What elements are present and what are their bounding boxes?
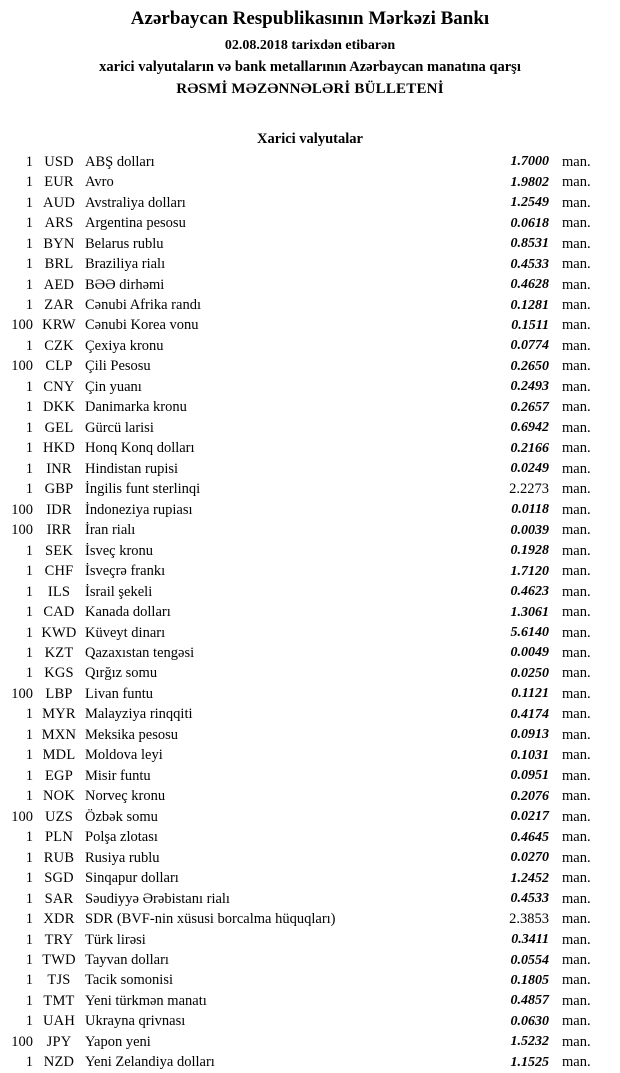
unit-cell: man. xyxy=(562,174,591,191)
currency-name-cell: Çili Pesosu xyxy=(85,358,151,375)
quantity-cell: 1 xyxy=(25,440,33,457)
quantity-cell: 1 xyxy=(25,849,33,866)
quantity-cell: 1 xyxy=(25,563,33,580)
currency-name-cell: Tayvan dolları xyxy=(85,952,169,969)
rate-row xyxy=(0,500,620,520)
rate-value-cell: 0.0774 xyxy=(510,338,549,354)
currency-code-cell: KZT xyxy=(44,644,74,661)
unit-cell: man. xyxy=(562,378,591,395)
currency-code-cell: INR xyxy=(46,460,72,477)
exchange-rates-table xyxy=(0,152,620,1073)
currency-code-cell: HKD xyxy=(42,440,75,457)
unit-cell: man. xyxy=(562,1054,591,1071)
currency-name-cell: Avstraliya dolları xyxy=(85,194,186,211)
currency-name-cell: BƏƏ dirhəmi xyxy=(85,276,165,293)
currency-code-cell: SAR xyxy=(44,890,74,907)
unit-cell: man. xyxy=(562,153,591,170)
rate-value-cell: 0.2166 xyxy=(510,440,549,456)
currency-code-cell: NZD xyxy=(43,1054,75,1071)
rate-value-cell: 0.4628 xyxy=(510,277,549,293)
quantity-cell: 1 xyxy=(25,829,33,846)
quantity-cell: 1 xyxy=(25,952,33,969)
currency-code-cell: ARS xyxy=(44,215,74,232)
quantity-cell: 100 xyxy=(11,501,33,518)
rate-row xyxy=(0,480,620,500)
rate-row xyxy=(0,172,620,192)
currency-name-cell: Sinqapur dolları xyxy=(85,870,179,887)
currency-code-cell: SGD xyxy=(44,870,74,887)
unit-cell: man. xyxy=(562,215,591,232)
rate-row xyxy=(0,766,620,786)
currency-code-cell: AED xyxy=(43,276,75,293)
currency-code-cell: TWD xyxy=(42,952,76,969)
unit-cell: man. xyxy=(562,563,591,580)
rate-value-cell: 0.1511 xyxy=(511,317,549,333)
unit-cell: man. xyxy=(562,665,591,682)
bulletin-header xyxy=(0,0,620,99)
quantity-cell: 1 xyxy=(25,215,33,232)
rate-value-cell: 0.4533 xyxy=(510,891,549,907)
rate-value-cell: 0.0249 xyxy=(510,461,549,477)
currency-code-cell: CZK xyxy=(44,337,74,354)
rate-row xyxy=(0,213,620,233)
rate-row xyxy=(0,623,620,643)
quantity-cell: 1 xyxy=(25,583,33,600)
unit-cell: man. xyxy=(562,481,591,498)
rate-row xyxy=(0,398,620,418)
quantity-cell: 1 xyxy=(25,992,33,1009)
currency-name-cell: SDR (BVF-nin xüsusi borcalma hüquqları) xyxy=(85,911,336,928)
currency-code-cell: EUR xyxy=(44,174,74,191)
rate-row xyxy=(0,234,620,254)
rate-row xyxy=(0,909,620,929)
currency-name-cell: İsveçrə frankı xyxy=(85,563,166,580)
currency-name-cell: Braziliya rialı xyxy=(85,256,166,273)
rate-row xyxy=(0,991,620,1011)
unit-cell: man. xyxy=(562,788,591,805)
currency-code-cell: DKK xyxy=(42,399,75,416)
currency-name-cell: Honq Konq dolları xyxy=(85,440,195,457)
rate-row xyxy=(0,725,620,745)
unit-cell: man. xyxy=(562,808,591,825)
rate-row xyxy=(0,889,620,909)
rate-value-cell: 1.2549 xyxy=(510,195,549,211)
quantity-cell: 1 xyxy=(25,644,33,661)
rate-row xyxy=(0,971,620,991)
currency-name-cell: Danimarka kronu xyxy=(85,399,187,416)
currency-code-cell: UAH xyxy=(42,1013,75,1030)
currency-code-cell: PLN xyxy=(45,829,73,846)
unit-cell: man. xyxy=(562,276,591,293)
currency-name-cell: Moldova leyi xyxy=(85,747,163,764)
quantity-cell: 100 xyxy=(11,808,33,825)
rate-value-cell: 0.2657 xyxy=(510,399,549,415)
unit-cell: man. xyxy=(562,399,591,416)
rate-value-cell: 0.4174 xyxy=(510,706,549,722)
quantity-cell: 1 xyxy=(25,747,33,764)
rate-row xyxy=(0,295,620,315)
rate-row xyxy=(0,868,620,888)
unit-cell: man. xyxy=(562,624,591,641)
unit-cell: man. xyxy=(562,644,591,661)
quantity-cell: 1 xyxy=(25,624,33,641)
currency-name-cell: Livan funtu xyxy=(85,685,154,702)
unit-cell: man. xyxy=(562,604,591,621)
rate-value-cell: 0.0250 xyxy=(510,665,549,681)
rate-value-cell: 1.2452 xyxy=(510,870,549,886)
rate-row xyxy=(0,439,620,459)
currency-name-cell: Qırğız somu xyxy=(85,665,158,682)
rate-value-cell: 0.4645 xyxy=(510,829,549,845)
currency-name-cell: İsveç kronu xyxy=(85,542,154,559)
currency-code-cell: TRY xyxy=(44,931,74,948)
currency-code-cell: KGS xyxy=(44,665,74,682)
currency-code-cell: SEK xyxy=(45,542,73,559)
rate-value-cell: 0.2076 xyxy=(510,788,549,804)
currency-code-cell: MYR xyxy=(42,706,76,723)
unit-cell: man. xyxy=(562,870,591,887)
rate-row xyxy=(0,561,620,581)
currency-name-cell: Norveç kronu xyxy=(85,788,166,805)
unit-cell: man. xyxy=(562,358,591,375)
currency-name-cell: Kanada dolları xyxy=(85,604,171,621)
rate-row xyxy=(0,1032,620,1052)
currency-name-cell: Qazaxıstan tengəsi xyxy=(85,644,195,661)
currency-name-cell: Hindistan rupisi xyxy=(85,460,179,477)
quantity-cell: 1 xyxy=(25,174,33,191)
unit-cell: man. xyxy=(562,849,591,866)
quantity-cell: 1 xyxy=(25,706,33,723)
rate-row xyxy=(0,643,620,663)
quantity-cell: 1 xyxy=(25,460,33,477)
rate-value-cell: 0.0039 xyxy=(510,522,549,538)
rate-row xyxy=(0,193,620,213)
rate-row xyxy=(0,705,620,725)
rate-value-cell: 1.3061 xyxy=(510,604,549,620)
rate-value-cell: 0.1928 xyxy=(510,543,549,559)
rate-row xyxy=(0,664,620,684)
currency-name-cell: Meksika pesosu xyxy=(85,726,179,743)
currency-code-cell: GBP xyxy=(44,481,74,498)
quantity-cell: 1 xyxy=(25,153,33,170)
currency-code-cell: UZS xyxy=(45,808,73,825)
unit-cell: man. xyxy=(562,685,591,702)
quantity-cell: 1 xyxy=(25,911,33,928)
quantity-cell: 1 xyxy=(25,767,33,784)
rate-value-cell: 0.1805 xyxy=(510,972,549,988)
currency-name-cell: Çin yuanı xyxy=(85,378,142,395)
currency-name-cell: Avro xyxy=(85,174,114,191)
unit-cell: man. xyxy=(562,194,591,211)
currency-code-cell: NOK xyxy=(42,788,75,805)
quantity-cell: 1 xyxy=(25,972,33,989)
rate-value-cell: 0.0913 xyxy=(510,727,549,743)
unit-cell: man. xyxy=(562,1013,591,1030)
effective-date-line: 02.08.2018 tarixdən etibarən xyxy=(224,38,396,53)
unit-cell: man. xyxy=(562,235,591,252)
rate-row xyxy=(0,807,620,827)
rate-row xyxy=(0,746,620,766)
quantity-cell: 1 xyxy=(25,276,33,293)
rate-row xyxy=(0,357,620,377)
quantity-cell: 1 xyxy=(25,481,33,498)
unit-cell: man. xyxy=(562,522,591,539)
unit-cell: man. xyxy=(562,542,591,559)
rate-row xyxy=(0,684,620,704)
rate-row xyxy=(0,254,620,274)
currency-name-cell: İngilis funt sterlinqi xyxy=(85,481,201,498)
unit-cell: man. xyxy=(562,583,591,600)
unit-cell: man. xyxy=(562,726,591,743)
currency-code-cell: CHF xyxy=(44,563,74,580)
currency-code-cell: CNY xyxy=(43,378,75,395)
rate-value-cell: 0.8531 xyxy=(510,236,549,252)
currency-name-cell: Özbək somu xyxy=(85,808,158,825)
currency-name-cell: ABŞ dolları xyxy=(85,153,155,170)
unit-cell: man. xyxy=(562,890,591,907)
unit-cell: man. xyxy=(562,952,591,969)
currency-code-cell: KWD xyxy=(41,624,77,641)
quantity-cell: 1 xyxy=(25,870,33,887)
currency-code-cell: CLP xyxy=(45,358,73,375)
rate-row xyxy=(0,541,620,561)
rate-row xyxy=(0,582,620,602)
section-title: Xarici valyutalar xyxy=(257,131,363,147)
currency-code-cell: ZAR xyxy=(44,297,74,314)
rate-row xyxy=(0,459,620,479)
rate-value-cell: 2.2273 xyxy=(509,481,549,498)
currency-code-cell: TJS xyxy=(47,972,71,989)
currency-code-cell: KRW xyxy=(42,317,76,334)
quantity-cell: 1 xyxy=(25,378,33,395)
currency-name-cell: Misir funtu xyxy=(85,767,151,784)
currency-code-cell: MXN xyxy=(41,726,77,743)
currency-code-cell: GEL xyxy=(44,419,74,436)
rate-value-cell: 0.2650 xyxy=(510,358,549,374)
rate-value-cell: 0.0217 xyxy=(510,809,549,825)
rate-row xyxy=(0,950,620,970)
rate-value-cell: 1.5232 xyxy=(510,1034,549,1050)
rate-row xyxy=(0,336,620,356)
currency-code-cell: RUB xyxy=(43,849,75,866)
rate-row xyxy=(0,827,620,847)
quantity-cell: 1 xyxy=(25,788,33,805)
currency-name-cell: Yapon yeni xyxy=(85,1033,151,1050)
rate-value-cell: 0.0049 xyxy=(510,645,549,661)
currency-name-cell: Tacik somonisi xyxy=(85,972,173,989)
rate-row xyxy=(0,275,620,295)
currency-name-cell: Polşa zlotası xyxy=(85,829,158,846)
currency-name-cell: Cənubi Korea vonu xyxy=(85,317,199,334)
rate-row xyxy=(0,602,620,622)
currency-name-cell: İran rialı xyxy=(85,522,136,539)
currency-name-cell: Türk lirəsi xyxy=(85,931,146,948)
unit-cell: man. xyxy=(562,992,591,1009)
rate-row xyxy=(0,848,620,868)
rate-value-cell: 0.1281 xyxy=(510,297,549,313)
unit-cell: man. xyxy=(562,972,591,989)
rate-value-cell: 1.7000 xyxy=(510,154,549,170)
rate-value-cell: 0.0118 xyxy=(511,502,549,518)
rate-row xyxy=(0,930,620,950)
rate-value-cell: 1.1525 xyxy=(510,1054,549,1070)
quantity-cell: 1 xyxy=(25,726,33,743)
rate-row xyxy=(0,520,620,540)
bank-title: Azərbaycan Respublikasının Mərkəzi Bankı xyxy=(130,8,490,29)
rate-value-cell: 0.3411 xyxy=(511,932,549,948)
rate-value-cell: 0.4857 xyxy=(510,993,549,1009)
unit-cell: man. xyxy=(562,297,591,314)
currency-name-cell: Gürcü larisi xyxy=(85,419,154,436)
currency-code-cell: USD xyxy=(44,153,74,170)
unit-cell: man. xyxy=(562,460,591,477)
currency-name-cell: Çexiya kronu xyxy=(85,337,164,354)
unit-cell: man. xyxy=(562,829,591,846)
rate-value-cell: 0.4533 xyxy=(510,256,549,272)
currency-name-cell: Səudiyyə Ərəbistanı rialı xyxy=(85,890,230,907)
rate-value-cell: 0.0951 xyxy=(510,768,549,784)
unit-cell: man. xyxy=(562,317,591,334)
currency-name-cell: Argentina pesosu xyxy=(85,215,186,232)
quantity-cell: 1 xyxy=(25,1054,33,1071)
currency-code-cell: AUD xyxy=(42,194,75,211)
currency-name-cell: Cənubi Afrika randı xyxy=(85,297,201,314)
currency-code-cell: MDL xyxy=(42,747,76,764)
unit-cell: man. xyxy=(562,747,591,764)
rate-value-cell: 0.1121 xyxy=(511,686,549,702)
quantity-cell: 100 xyxy=(11,685,33,702)
rate-row xyxy=(0,418,620,438)
rate-value-cell: 0.1031 xyxy=(510,747,549,763)
quantity-cell: 1 xyxy=(25,419,33,436)
currency-name-cell: Belarus rublu xyxy=(85,235,164,252)
quantity-cell: 100 xyxy=(11,1033,33,1050)
rate-value-cell: 0.6942 xyxy=(510,420,549,436)
unit-cell: man. xyxy=(562,1033,591,1050)
currency-code-cell: TMT xyxy=(43,992,75,1009)
rate-value-cell: 0.4623 xyxy=(510,584,549,600)
quantity-cell: 1 xyxy=(25,665,33,682)
currency-code-cell: BRL xyxy=(44,256,74,273)
currency-code-cell: BYN xyxy=(43,235,75,252)
unit-cell: man. xyxy=(562,419,591,436)
quantity-cell: 1 xyxy=(25,890,33,907)
bulletin-title: RƏSMİ MƏZƏNNƏLƏRİ BÜLLETENİ xyxy=(176,81,444,97)
quantity-cell: 1 xyxy=(25,194,33,211)
rate-row xyxy=(0,1012,620,1032)
rate-value-cell: 5.6140 xyxy=(510,625,549,641)
quantity-cell: 1 xyxy=(25,256,33,273)
rate-row xyxy=(0,787,620,807)
unit-cell: man. xyxy=(562,931,591,948)
currency-code-cell: CAD xyxy=(43,604,75,621)
currency-code-cell: XDR xyxy=(43,911,75,928)
currency-name-cell: Rusiya rublu xyxy=(85,849,160,866)
quantity-cell: 1 xyxy=(25,1013,33,1030)
currency-code-cell: JPY xyxy=(46,1033,72,1050)
unit-cell: man. xyxy=(562,767,591,784)
currency-code-cell: LBP xyxy=(45,685,73,702)
quantity-cell: 100 xyxy=(11,358,33,375)
quantity-cell: 1 xyxy=(25,337,33,354)
currency-name-cell: Küveyt dinarı xyxy=(85,624,166,641)
currency-name-cell: Yeni türkmən manatı xyxy=(85,992,207,1009)
rate-value-cell: 0.0554 xyxy=(510,952,549,968)
unit-cell: man. xyxy=(562,337,591,354)
rate-value-cell: 0.2493 xyxy=(510,379,549,395)
rate-value-cell: 0.0618 xyxy=(510,215,549,231)
subject-line: xarici valyutaların və bank metallarının Azərbaycan manatına qarşı xyxy=(99,59,521,75)
quantity-cell: 100 xyxy=(11,522,33,539)
currency-name-cell: Malayziya rinqqiti xyxy=(85,706,193,723)
quantity-cell: 1 xyxy=(25,931,33,948)
quantity-cell: 1 xyxy=(25,235,33,252)
currency-code-cell: ILS xyxy=(47,583,71,600)
rate-row xyxy=(0,1053,620,1073)
currency-name-cell: Ukrayna qrivnası xyxy=(85,1013,186,1030)
currency-code-cell: EGP xyxy=(45,767,73,784)
rate-value-cell: 1.9802 xyxy=(510,174,549,190)
rate-value-cell: 0.0630 xyxy=(510,1013,549,1029)
unit-cell: man. xyxy=(562,256,591,273)
currency-name-cell: İndoneziya rupiası xyxy=(85,501,193,518)
currency-name-cell: İsrail şekeli xyxy=(85,583,153,600)
unit-cell: man. xyxy=(562,911,591,928)
currency-name-cell: Yeni Zelandiya dolları xyxy=(85,1054,215,1071)
quantity-cell: 1 xyxy=(25,297,33,314)
quantity-cell: 1 xyxy=(25,542,33,559)
currency-code-cell: IRR xyxy=(46,522,72,539)
rate-row xyxy=(0,152,620,172)
rate-value-cell: 1.7120 xyxy=(510,563,549,579)
currency-code-cell: IDR xyxy=(46,501,72,518)
rate-row xyxy=(0,316,620,336)
unit-cell: man. xyxy=(562,706,591,723)
unit-cell: man. xyxy=(562,501,591,518)
rate-row xyxy=(0,377,620,397)
quantity-cell: 1 xyxy=(25,604,33,621)
quantity-cell: 100 xyxy=(11,317,33,334)
quantity-cell: 1 xyxy=(25,399,33,416)
rate-value-cell: 0.0270 xyxy=(510,850,549,866)
rate-value-cell: 2.3853 xyxy=(509,911,549,928)
unit-cell: man. xyxy=(562,440,591,457)
